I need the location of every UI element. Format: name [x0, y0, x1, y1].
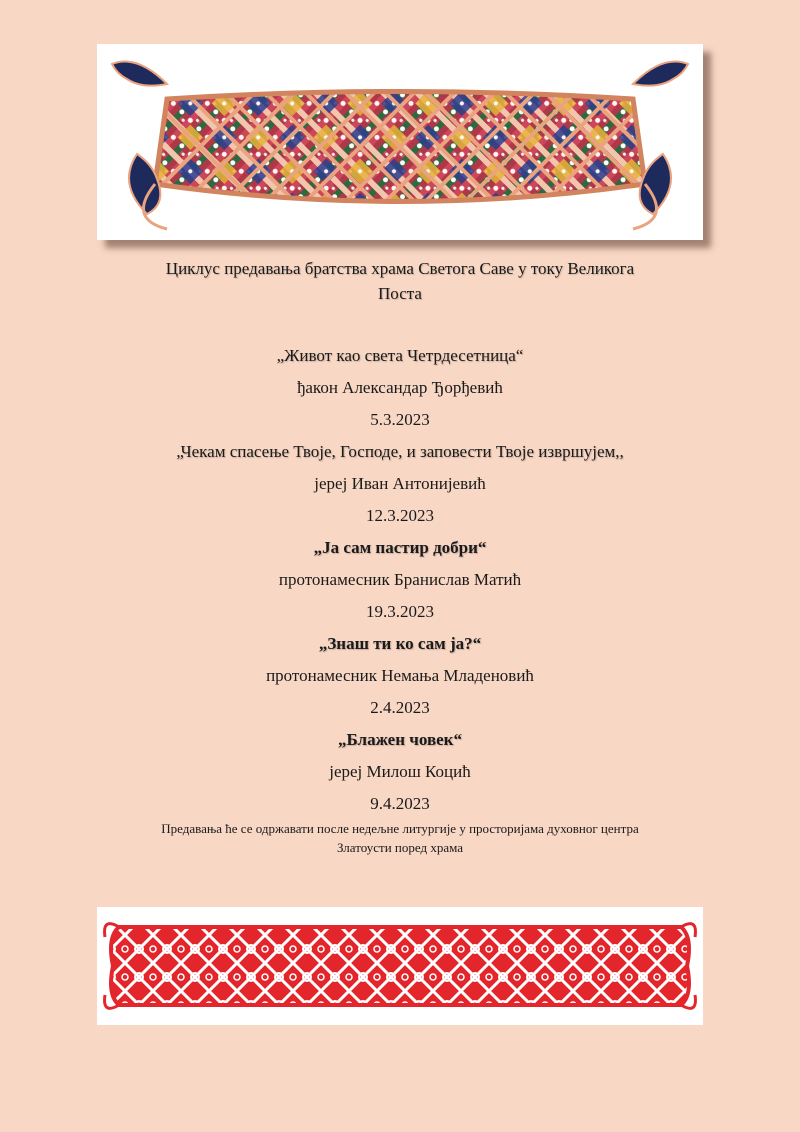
location-note-line-1: Предавања ће се одржавати после недељне литургије у просторијама духовног центра [161, 821, 639, 836]
location-note [110, 819, 690, 857]
lecture-speaker: протонамесник Немања Младеновић [266, 666, 534, 685]
heading-line-2: Поста [378, 284, 422, 303]
lecture-title: „Живот као света Четрдесетница“ [276, 346, 524, 365]
lecture-date: 9.4.2023 [370, 794, 430, 813]
lecture-date: 2.4.2023 [370, 698, 430, 717]
lecture-list [60, 340, 740, 820]
lecture-date: 12.3.2023 [366, 506, 434, 525]
lecture-item [60, 436, 740, 532]
lecture-speaker: јереј Иван Антонијевић [314, 474, 486, 493]
lecture-item [60, 532, 740, 628]
lecture-item [60, 340, 740, 436]
top-ornament-banner [97, 44, 703, 240]
lecture-date: 19.3.2023 [366, 602, 434, 621]
heading-line-1: Циклус предавања братства храма Светога Саве у току Великога [165, 259, 635, 278]
lecture-speaker: протонамесник Бранислав Матић [278, 570, 522, 589]
lecture-date: 5.3.2023 [370, 410, 430, 429]
lecture-title: „Знаш ти ко сам ја?“ [318, 634, 482, 653]
lecture-title: „Ја сам пастир добри“ [313, 538, 487, 557]
lecture-item [60, 628, 740, 724]
cycle-heading [100, 256, 700, 306]
location-note-line-2: Златоусти поред храма [336, 840, 464, 855]
lecture-speaker: ђакон Александар Ђорђевић [297, 378, 503, 397]
lecture-speaker: јереј Милош Коцић [329, 762, 471, 781]
red-knot-ornament-image [97, 907, 703, 1025]
interlace-ornament-image [97, 44, 703, 240]
lecture-title: „Блажен човек“ [338, 730, 462, 749]
lecture-title: „Чекам спасење Твоје, Господе, и заповести Твоје извршујем,, [176, 442, 624, 461]
lecture-item [60, 724, 740, 820]
bottom-ornament-banner [97, 907, 703, 1025]
